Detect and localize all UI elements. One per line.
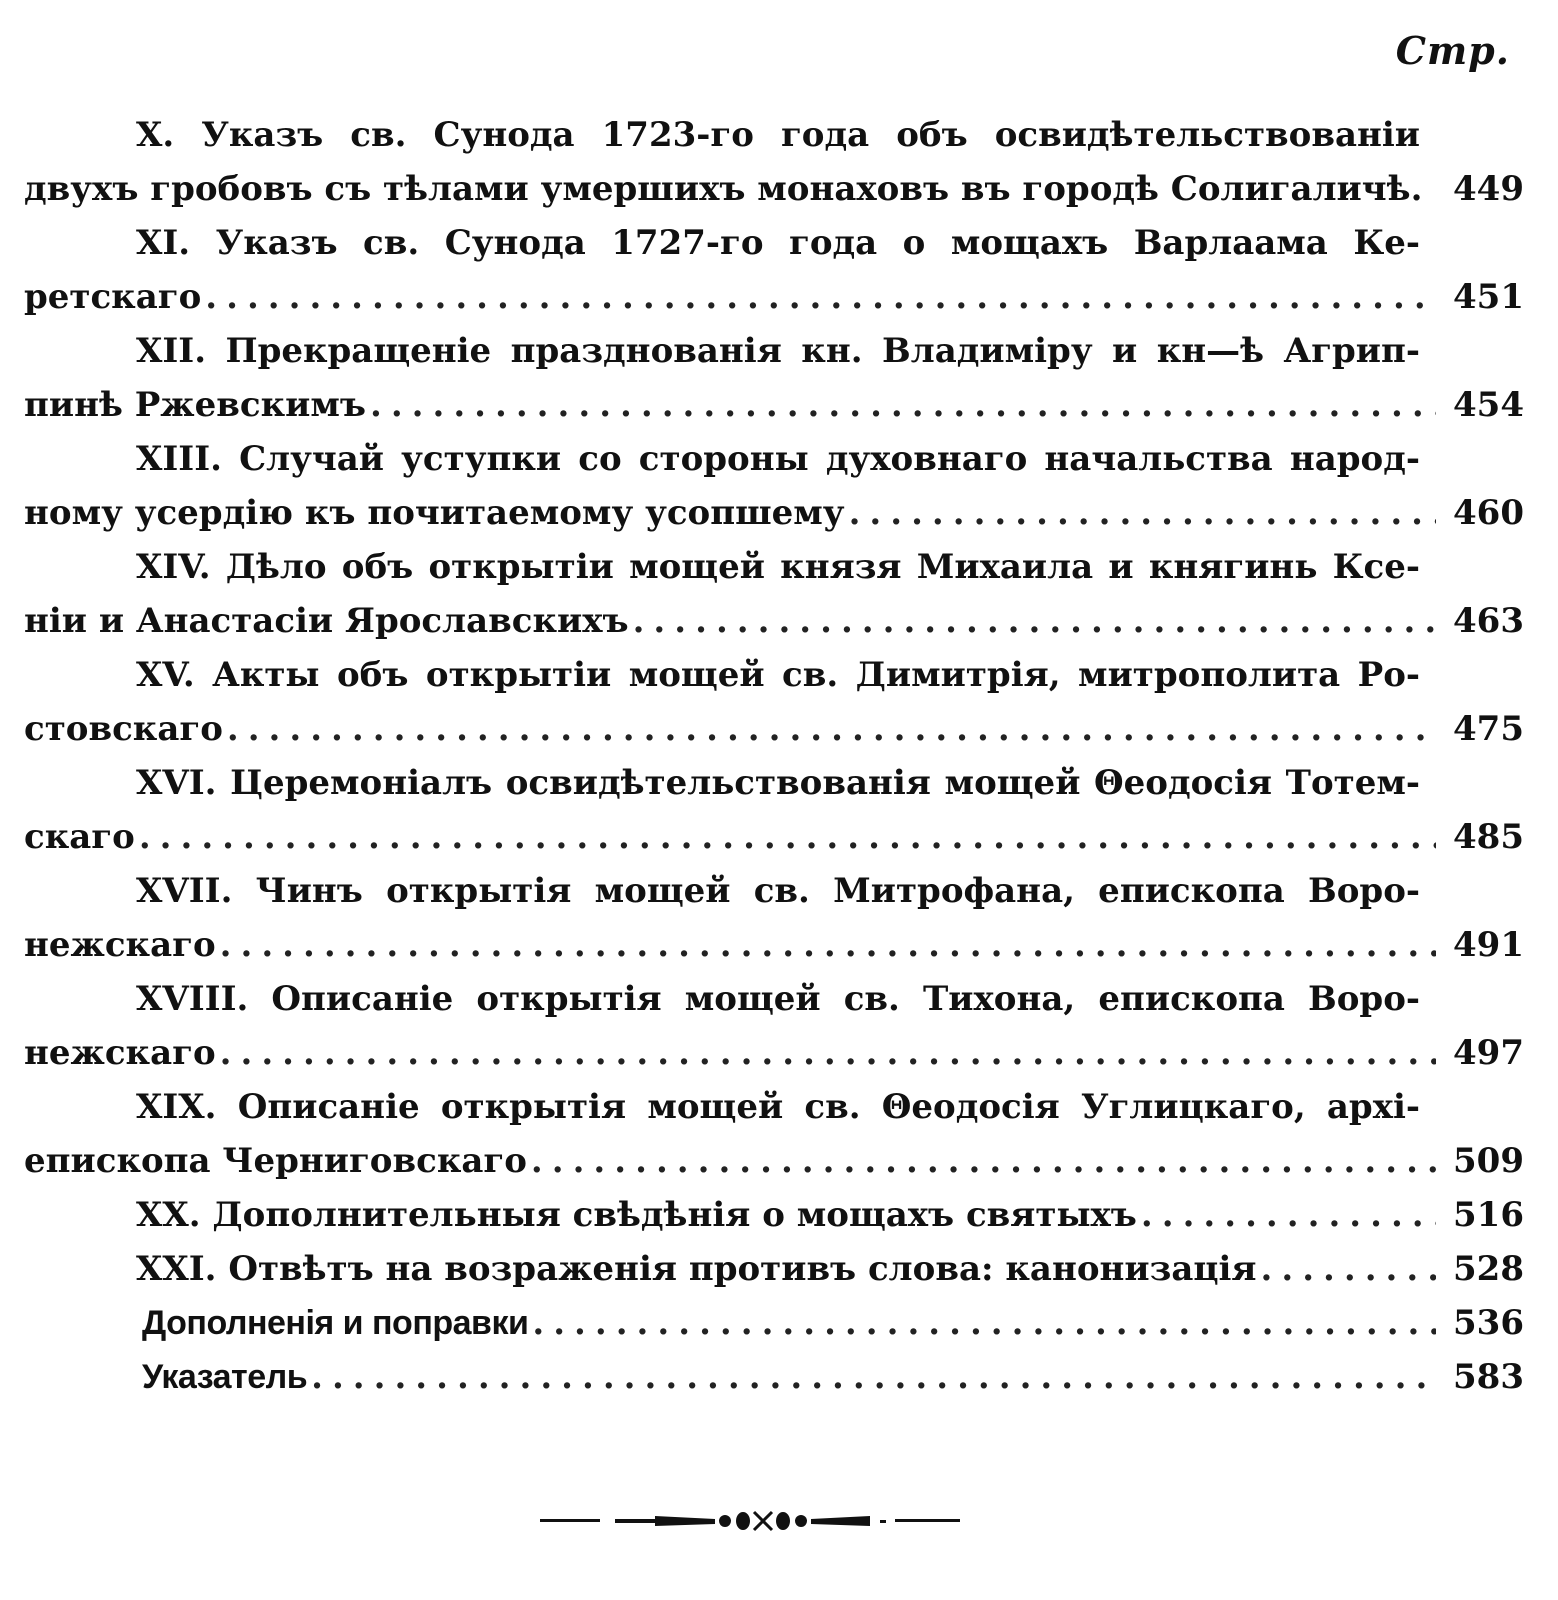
- toc-entry-title: XXI. Отвѣтъ на возраженія противъ слова: канонизація: [136, 1249, 1257, 1289]
- toc-entry-title: XX. Дополнительныя свѣдѣнія о мощахъ святыхъ: [136, 1195, 1137, 1235]
- dot-leader: [220, 1026, 1436, 1080]
- toc-page-number: 475: [1453, 709, 1524, 749]
- toc-entry-title: Указатель: [142, 1358, 308, 1396]
- toc-page-number: 528: [1453, 1249, 1524, 1289]
- toc-entry-title: XVII. Чинъ открытія мощей св. Митрофана, епископа Воро-: [136, 871, 1420, 911]
- toc-entry-title-continuation: нежскаго: [24, 925, 216, 965]
- toc-entry-title: XIII. Случай уступки со стороны духовнаго начальства народ-: [136, 439, 1420, 479]
- toc-page-number: 451: [1453, 277, 1524, 317]
- toc-entry[interactable]: [24, 1350, 1524, 1404]
- table-of-contents: [24, 108, 1524, 1404]
- toc-page-number: 449: [1453, 169, 1524, 209]
- toc-entry-title: XV. Акты объ открытіи мощей св. Димитрія, митрополита Ро-: [136, 655, 1420, 695]
- toc-entry-title: XVI. Церемоніалъ освидѣтельствованія мощей Θеодосія Тотем-: [136, 763, 1420, 803]
- toc-entry-title-continuation: двухъ гробовъ съ тѣлами умершихъ монаховъ въ городѣ Солигаличѣ.: [24, 169, 1423, 209]
- toc-entry-title: XI. Указъ св. Сунода 1727-го года о мощахъ Варлаама Ке-: [136, 223, 1420, 263]
- toc-entry[interactable]: [24, 648, 1524, 756]
- dot-leader: [849, 486, 1436, 540]
- toc-entry[interactable]: [24, 432, 1524, 540]
- dot-leader: [1141, 1188, 1436, 1242]
- toc-page-number: 485: [1453, 817, 1524, 857]
- toc-entry-title-continuation: скаго: [24, 817, 135, 857]
- toc-page-number: 497: [1453, 1033, 1524, 1073]
- toc-page-number: 536: [1453, 1303, 1524, 1343]
- toc-entry[interactable]: [24, 1242, 1524, 1296]
- toc-entry[interactable]: [24, 216, 1524, 324]
- decorative-ornament: [540, 1490, 960, 1550]
- dot-leader: [220, 918, 1436, 972]
- toc-entry-title-continuation: ретскаго: [24, 277, 202, 317]
- dot-leader: [311, 1350, 1436, 1404]
- toc-entry[interactable]: [24, 756, 1524, 864]
- toc-entry[interactable]: [24, 1188, 1524, 1242]
- toc-page-number: 516: [1453, 1195, 1524, 1235]
- dot-leader: [532, 1296, 1436, 1350]
- toc-page-number: 460: [1453, 493, 1524, 533]
- dot-leader: [531, 1134, 1436, 1188]
- toc-entry[interactable]: [24, 972, 1524, 1080]
- toc-entry-title-continuation: нежскаго: [24, 1033, 216, 1073]
- toc-entry-title: XIV. Дѣло объ открытіи мощей князя Михаила и княгинь Ксе-: [136, 547, 1420, 587]
- dot-leader: [370, 378, 1436, 432]
- toc-entry-title-continuation: епископа Черниговскаго: [24, 1141, 527, 1181]
- toc-page-number: 583: [1453, 1357, 1524, 1397]
- toc-page-number: 463: [1453, 601, 1524, 641]
- toc-entry[interactable]: [24, 540, 1524, 648]
- toc-entry-title: XVIII. Описаніе открытія мощей св. Тихона, епископа Воро-: [136, 979, 1420, 1019]
- toc-entry-title-continuation: ніи и Анастасіи Ярославскихъ: [24, 601, 629, 641]
- toc-page-number: 509: [1453, 1141, 1524, 1181]
- toc-entry[interactable]: [24, 324, 1524, 432]
- toc-entry-title: Дополненія и поправки: [142, 1304, 529, 1342]
- toc-entry-title: XII. Прекращеніе празднованія кн. Владиміру и кн—ѣ Агрип-: [136, 331, 1420, 371]
- dot-leader: [227, 702, 1436, 756]
- toc-entry-title-continuation: ному усердію къ почитаемому усопшему: [24, 493, 845, 533]
- toc-entry-title-continuation: стовскаго: [24, 709, 223, 749]
- toc-page-number: 491: [1453, 925, 1524, 965]
- dot-leader: [205, 270, 1436, 324]
- dot-leader: [1261, 1242, 1436, 1296]
- toc-entry-title: XIX. Описаніе открытія мощей св. Θеодосія Углицкаго, архі-: [136, 1087, 1420, 1127]
- page-header-label: Стр.: [1395, 28, 1510, 73]
- dot-leader: [633, 594, 1436, 648]
- toc-entry[interactable]: [24, 1080, 1524, 1188]
- toc-entry[interactable]: [24, 1296, 1524, 1350]
- toc-entry-title: X. Указъ св. Сунода 1723-го года объ освидѣтельствованіи: [136, 115, 1420, 155]
- toc-entry[interactable]: [24, 108, 1524, 216]
- dot-leader: [139, 810, 1436, 864]
- toc-page-number: 454: [1453, 385, 1524, 425]
- toc-entry-title-continuation: пинѣ Ржевскимъ: [24, 385, 366, 425]
- toc-entry[interactable]: [24, 864, 1524, 972]
